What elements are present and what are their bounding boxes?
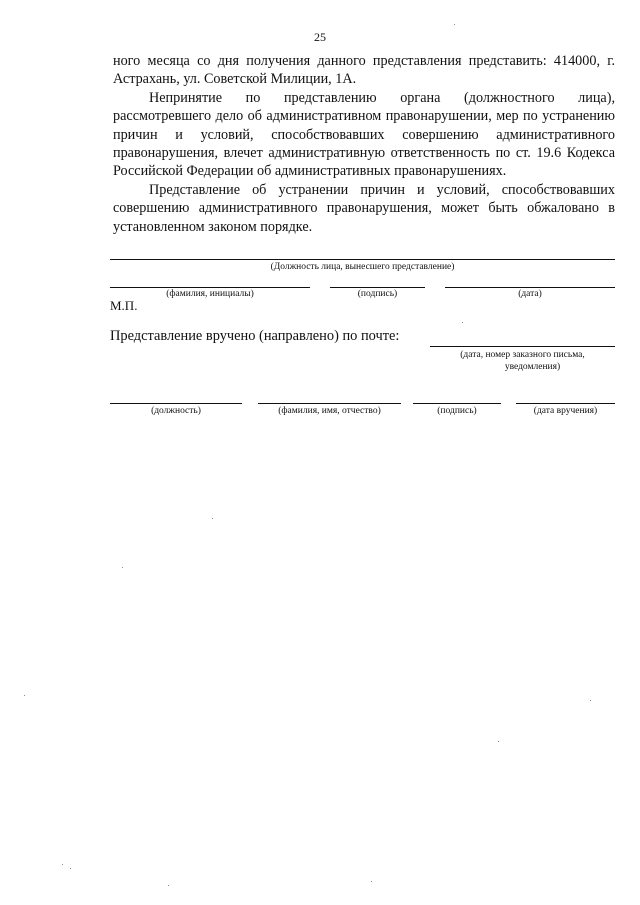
body-text bbox=[113, 52, 615, 236]
recipient-position-line bbox=[110, 403, 242, 404]
mail-details-line bbox=[430, 346, 615, 347]
recipient-position-caption: (должность) bbox=[151, 406, 201, 416]
delivery-label: Представление вручено (направлено) по почте: bbox=[110, 328, 400, 344]
paragraph-appeal: Представление об устранении причин и условий, способствовавших совершению административного правонарушения, может быть обжаловано в установленном законом порядке. bbox=[113, 181, 615, 235]
scan-speck bbox=[70, 868, 71, 869]
scan-speck bbox=[212, 518, 213, 519]
scan-speck bbox=[454, 24, 455, 25]
scan-speck bbox=[498, 741, 499, 742]
position-signature-line bbox=[110, 259, 615, 260]
delivery-date-line bbox=[516, 403, 615, 404]
mail-caption-line1: (дата, номер заказного письма, bbox=[460, 350, 585, 360]
date-caption: (дата) bbox=[518, 289, 542, 299]
recipient-name-line bbox=[258, 403, 401, 404]
scan-speck bbox=[371, 881, 372, 882]
scan-speck bbox=[590, 700, 591, 701]
recipient-signature-line bbox=[413, 403, 501, 404]
scan-speck bbox=[122, 567, 123, 568]
paragraph-continuation: ного месяца со дня получения данного представления представить: 414000, г. Астрахань, ул. Советской Милиции, 1А. bbox=[113, 53, 615, 88]
signature-line bbox=[330, 287, 425, 288]
scan-speck bbox=[462, 322, 463, 323]
name-line bbox=[110, 287, 310, 288]
mail-caption-line2: уведомления) bbox=[504, 362, 561, 372]
scan-speck bbox=[24, 695, 25, 696]
position-caption: (Должность лица, вынесшего представление) bbox=[270, 262, 455, 272]
paragraph-liability: Непринятие по представлению органа (должностного лица), рассмотревшего дело об административном правонарушении, мер по устранению причин и условий, способствовавших совершению административного правонарушения, влечет административную ответственность по ст. 19.6 Кодекса Российской Федерации об административных правонарушениях. bbox=[113, 89, 615, 180]
stamp-label: М.П. bbox=[110, 298, 138, 313]
signature-caption: (подпись) bbox=[357, 289, 398, 299]
page-number: 25 bbox=[314, 30, 326, 44]
recipient-signature-caption: (подпись) bbox=[437, 406, 477, 416]
recipient-name-caption: (фамилия, имя, отчество) bbox=[278, 406, 381, 416]
scan-speck bbox=[62, 864, 63, 865]
delivery-date-caption: (дата вручения) bbox=[533, 406, 598, 416]
name-caption: (фамилия, инициалы) bbox=[166, 289, 254, 299]
scan-speck bbox=[168, 885, 169, 886]
date-line bbox=[445, 287, 615, 288]
